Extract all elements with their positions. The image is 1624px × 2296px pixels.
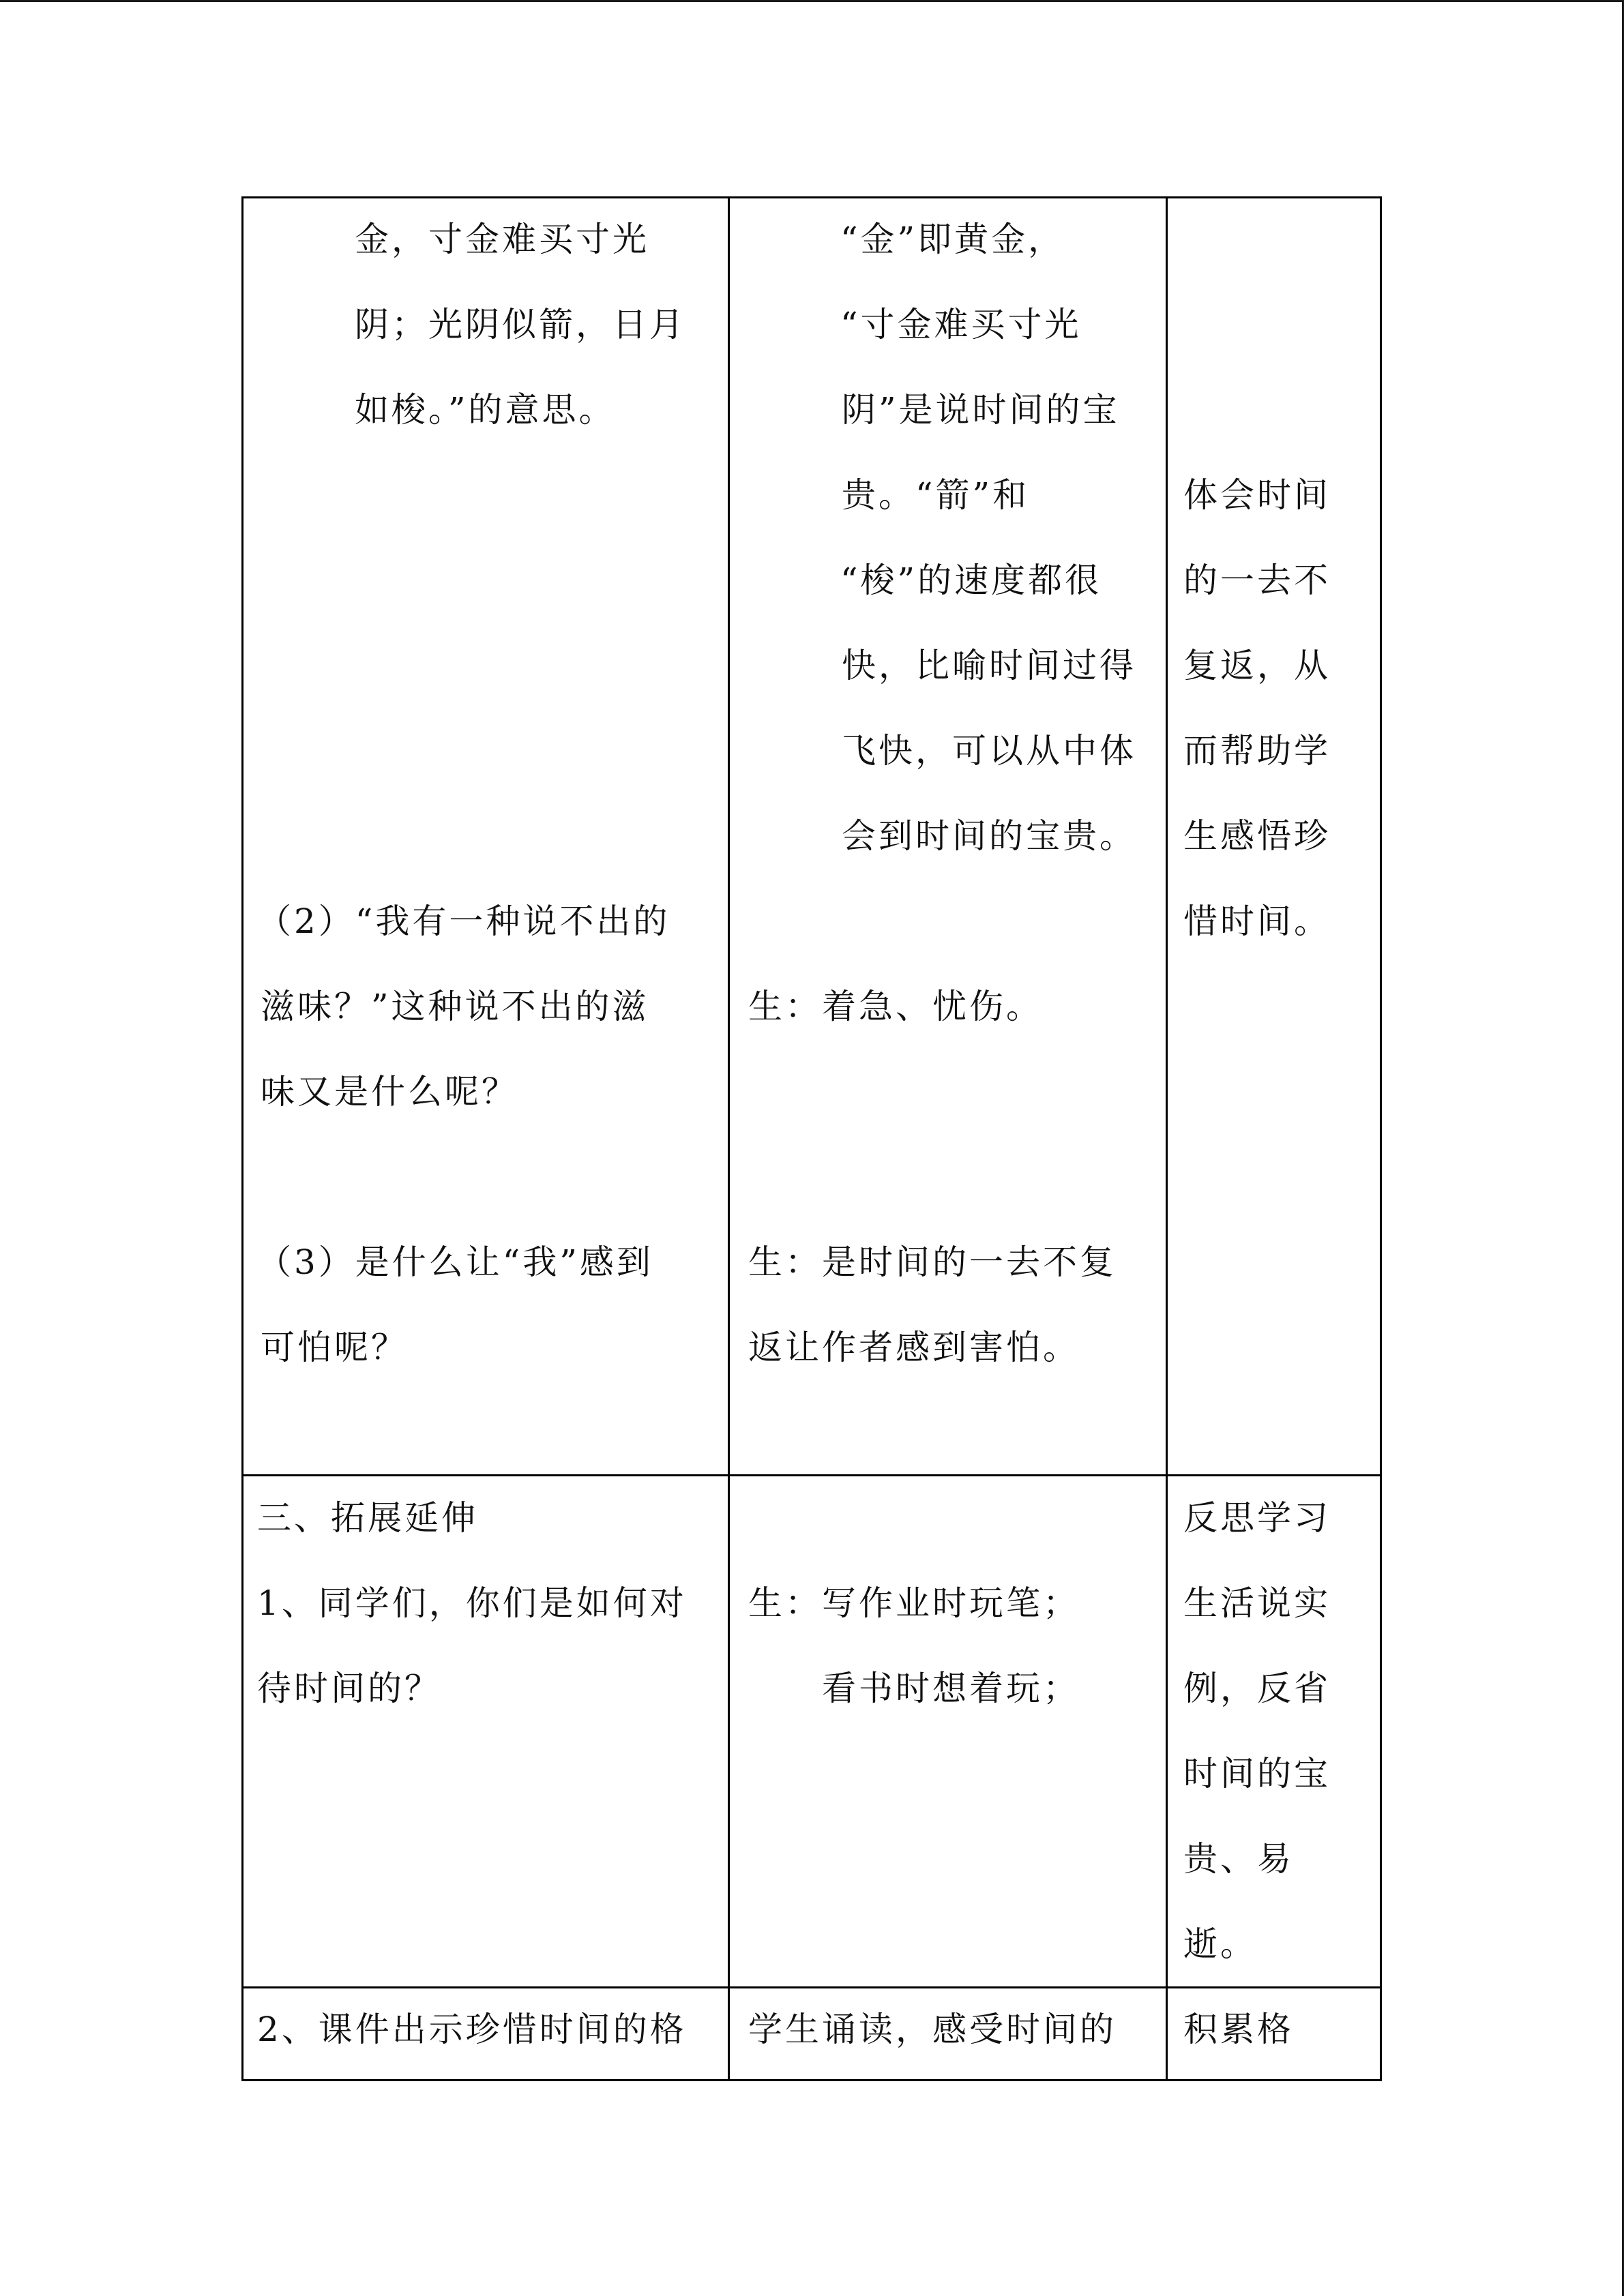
page-top-edge xyxy=(0,0,1624,2)
text-line: 看书时想着玩； xyxy=(822,1669,1080,1708)
text-line: 1、同学们，你们是如何对 xyxy=(257,1583,687,1623)
text-line: 体会时间 xyxy=(1183,475,1331,515)
text-line: 例，反省 xyxy=(1183,1669,1331,1708)
text-line: 味又是什么呢？ xyxy=(261,1072,518,1112)
text-line: 逝。 xyxy=(1183,1924,1257,1964)
text-line: 会到时间的宝贵。 xyxy=(842,816,1136,856)
text-line: 生活说实 xyxy=(1183,1583,1331,1623)
text-line: 而帮助学 xyxy=(1183,731,1331,771)
text-line: 滋味？”这种说不出的滋 xyxy=(261,987,649,1026)
text-line: 飞快，可以从中体 xyxy=(842,731,1136,771)
lesson-plan-table xyxy=(241,196,1382,2081)
question-2-line: （2）“我有一种说不出的 xyxy=(257,901,670,941)
student-answer-line: 生：着急、忧伤。 xyxy=(748,987,1043,1026)
text-line: 复返，从 xyxy=(1183,646,1331,685)
text-line: 金，寸金难买寸光 xyxy=(355,220,649,259)
question-3-line: （3）是什么让“我”感到 xyxy=(257,1242,653,1282)
text-line: 生感悟珍 xyxy=(1183,816,1331,856)
text-line: 学生诵读，感受时间的 xyxy=(748,2010,1117,2049)
text-line: “金”即黄金， xyxy=(840,220,1065,259)
text-line: 反思学习 xyxy=(1183,1498,1331,1538)
section-heading: 三、拓展延伸 xyxy=(257,1498,478,1538)
text-line: 返让作者感到害怕。 xyxy=(748,1328,1080,1367)
text-line: 时间的宝 xyxy=(1183,1754,1331,1793)
text-line: 快，比喻时间过得 xyxy=(842,646,1136,685)
text-line: “梭”的速度都很 xyxy=(840,561,1102,600)
text-line: 积累格 xyxy=(1183,2010,1294,2049)
text-line: “寸金难买寸光 xyxy=(840,305,1082,344)
text-line: 阴；光阴似箭，日月 xyxy=(355,305,686,344)
text-line: 可怕呢？ xyxy=(261,1328,408,1367)
text-line: 待时间的？ xyxy=(257,1669,441,1708)
text-line: 的一去不 xyxy=(1183,561,1331,600)
student-answer-line: 生：是时间的一去不复 xyxy=(748,1242,1117,1282)
row-divider-1 xyxy=(243,1474,1380,1476)
text-line: 阴”是说时间的宝 xyxy=(842,390,1120,430)
column-divider-1 xyxy=(728,198,730,2079)
text-line: 贵、易 xyxy=(1183,1839,1294,1879)
student-answer-line: 生：写作业时玩笔； xyxy=(748,1583,1080,1623)
text-line: 如梭。”的意思。 xyxy=(355,390,616,430)
text-line: 贵。“箭”和 xyxy=(842,475,1030,515)
text-line: 2、课件出示珍惜时间的格 xyxy=(257,2010,687,2049)
text-line: 惜时间。 xyxy=(1183,901,1331,941)
column-divider-2 xyxy=(1166,198,1168,2079)
row-divider-2 xyxy=(243,1986,1380,1988)
